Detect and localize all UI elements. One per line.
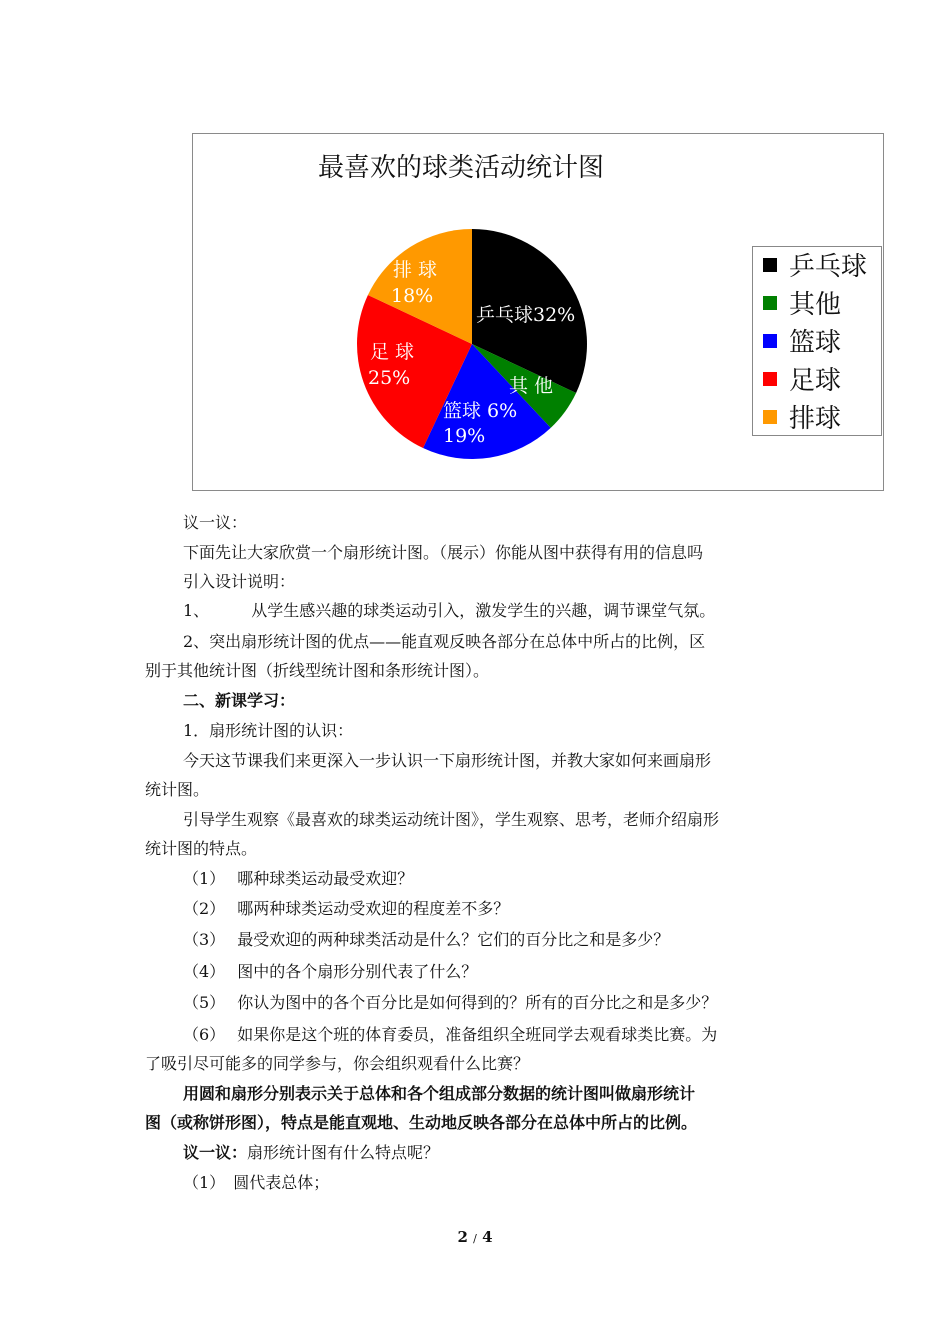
list-text: 从学生感兴趣的球类运动引入，激发学生的兴趣，调节课堂气氛。: [251, 601, 716, 620]
list-number: （1）: [183, 869, 226, 888]
page-number: [0, 1228, 950, 1246]
legend-label: 乒乓球: [789, 252, 868, 282]
legend-item-pingpong: [763, 249, 867, 285]
para-today-line1: 今天这节课我们来更深入一步认识一下扇形统计图，并教大家如何来画扇形: [183, 751, 712, 770]
legend-swatch: [763, 372, 777, 386]
legend-swatch: [763, 334, 777, 348]
list-number: （4）: [183, 962, 226, 981]
label-football-line2: 25%: [368, 367, 411, 389]
list-number: （1）: [183, 1173, 226, 1192]
list-number: （5）: [183, 993, 226, 1012]
question-4: [183, 957, 848, 987]
legend-swatch: [763, 410, 777, 424]
legend-item-other: [763, 287, 841, 323]
label-volleyball-line2: 18%: [391, 285, 434, 307]
legend-swatch: [763, 296, 777, 310]
label-pingpong: 乒乓球32%: [476, 304, 576, 326]
legend-label: 篮球: [789, 328, 842, 358]
para-discuss: 议一议：: [183, 513, 248, 532]
feature-1: [183, 1168, 848, 1198]
legend-item-volleyball: [763, 401, 841, 437]
list-number: 1、: [183, 601, 210, 620]
list-number: （6）: [183, 1025, 226, 1044]
section-heading: 二、新课学习：: [183, 691, 296, 710]
label-volleyball-line1: 排 球: [393, 259, 438, 281]
question-6-line2: 了吸引尽可能多的同学参与，你会组织观看什么比赛？: [145, 1054, 530, 1073]
para-today-line2: 统计图。: [145, 780, 210, 799]
label-basketball-line1: 篮球 6%: [443, 400, 518, 422]
para-note-2-line2: 别于其他统计图（折线型统计图和条形统计图）。: [145, 661, 490, 680]
list-text: 哪两种球类运动受欢迎的程度差不多？: [237, 899, 510, 918]
list-text: 哪种球类运动最受欢迎？: [237, 869, 414, 888]
definition-line1: 用圆和扇形分别表示关于总体和各个组成部分数据的统计图叫做扇形统计: [183, 1084, 696, 1103]
list-text: 最受欢迎的两种球类活动是什么？它们的百分比之和是多少？: [237, 930, 670, 949]
definition-line2: 图（或称饼形图），特点是能直观地、生动地反映各部分在总体中所占的比例。: [145, 1113, 698, 1132]
legend-item-football: [763, 363, 841, 399]
list-text: 圆代表总体；: [233, 1173, 330, 1192]
discuss-label: 议一议：: [183, 1143, 248, 1162]
label-football-line1: 足 球: [370, 341, 415, 363]
discuss-features: [183, 1138, 848, 1168]
legend-item-basketball: [763, 325, 841, 361]
question-2: [183, 894, 848, 924]
list-text: 图中的各个扇形分别代表了什么？: [237, 962, 478, 981]
para-note-2-line1: 2、突出扇形统计图的优点——能直观反映各部分在总体中所占的比例，区: [183, 632, 706, 651]
para-intro: 下面先让大家欣赏一个扇形统计图。（展示）你能从图中获得有用的信息吗: [183, 543, 704, 562]
legend-label: 足球: [789, 366, 842, 396]
chart-legend: [752, 246, 882, 436]
list-number: （3）: [183, 930, 226, 949]
question-6-line1: [183, 1020, 848, 1050]
chart-title: 最喜欢的球类活动统计图: [318, 153, 605, 182]
para-guide-line2: 统计图的特点。: [145, 839, 258, 858]
page-current: 2: [457, 1228, 468, 1246]
label-other-name: 其 他: [509, 375, 554, 397]
subsection-heading: 1．扇形统计图的认识：: [183, 721, 354, 740]
list-text: 如果你是这个班的体育委员，准备组织全班同学去观看球类比赛。为: [237, 1025, 718, 1044]
list-text: 你认为图中的各个百分比是如何得到的？所有的百分比之和是多少？: [237, 993, 718, 1012]
question-5: [183, 988, 848, 1018]
para-design-note: 引入设计说明：: [183, 572, 296, 591]
page-separator: /: [473, 1232, 477, 1245]
para-note-1: [183, 596, 848, 626]
page-total: 4: [482, 1228, 493, 1246]
list-number: （2）: [183, 899, 226, 918]
legend-swatch: [763, 258, 777, 272]
question-1: [183, 864, 848, 894]
legend-label: 其他: [789, 290, 842, 320]
label-basketball-line2: 19%: [443, 425, 486, 447]
legend-label: 排球: [789, 404, 842, 434]
para-guide-line1: 引导学生观察《最喜欢的球类运动统计图》，学生观察、思考，老师介绍扇形: [183, 810, 720, 829]
discuss-question: 扇形统计图有什么特点呢？: [247, 1143, 440, 1162]
question-3: [183, 925, 848, 955]
